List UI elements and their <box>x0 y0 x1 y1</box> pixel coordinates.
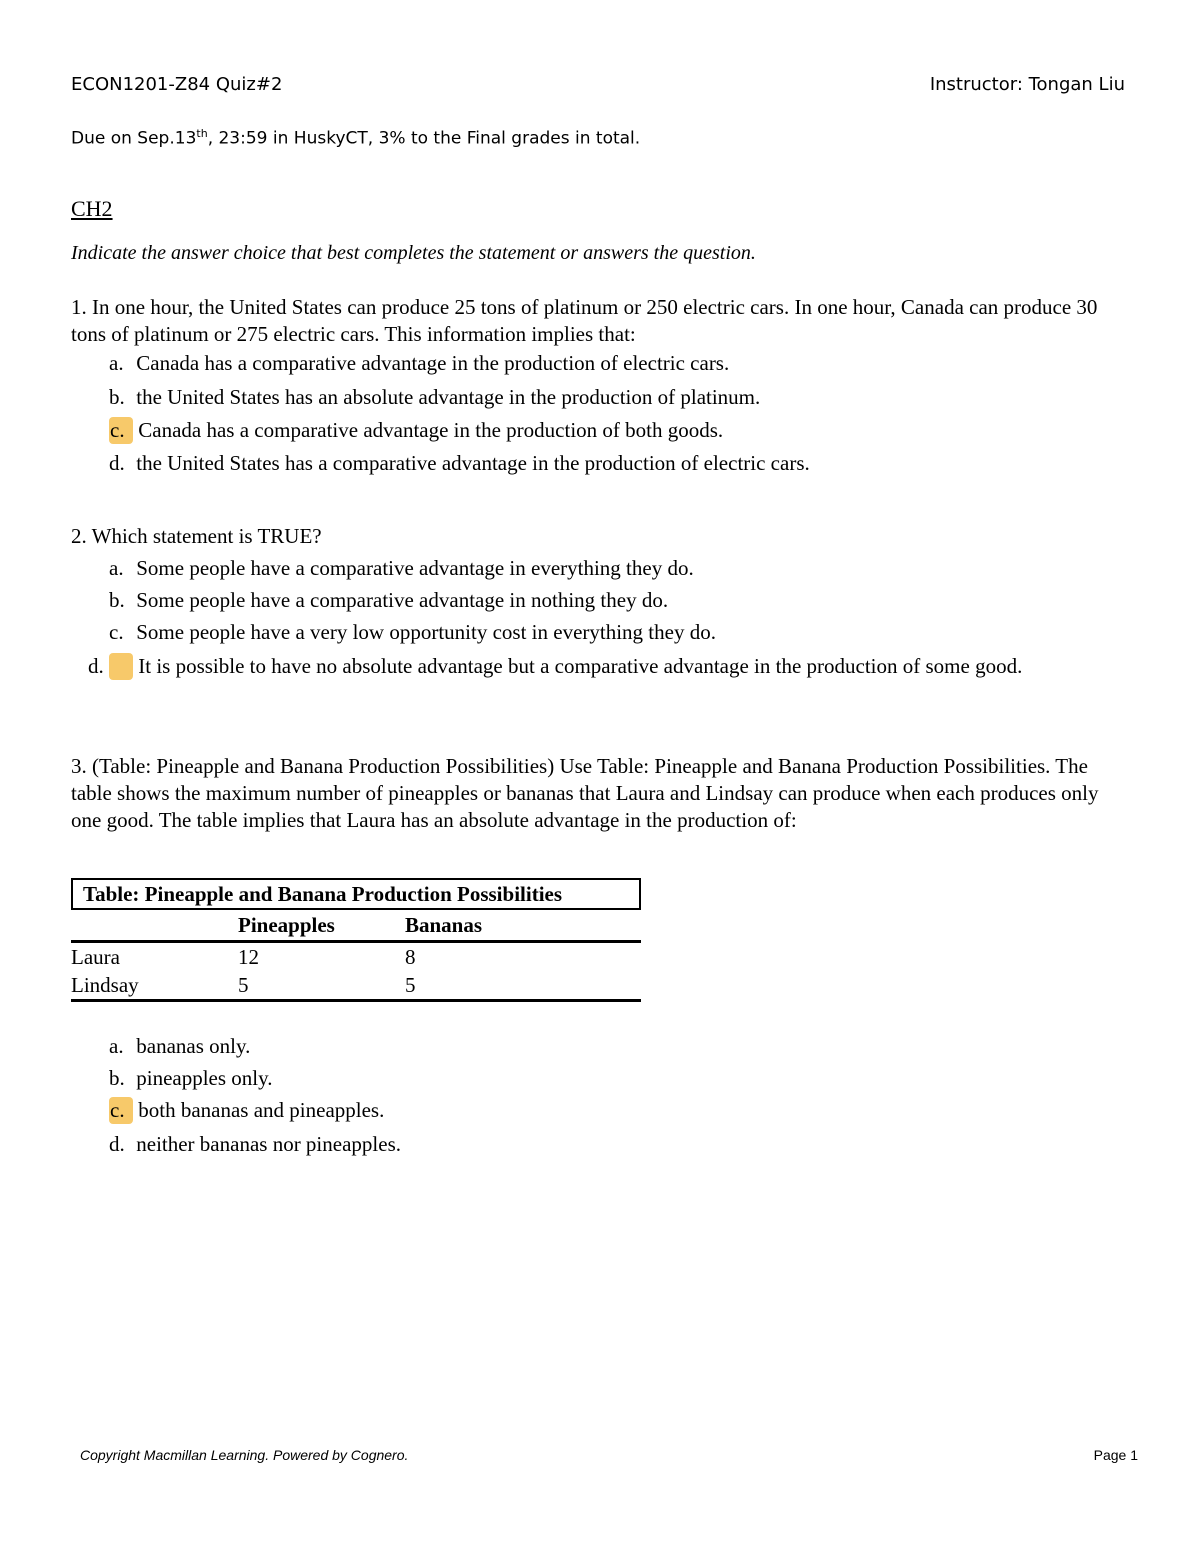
question-1-stem: 1. In one hour, the United States can produce 25 tons of platinum or 250 electric cars. In one hour, Canada can produce 30 tons of platinum or 275 electric cars. This information implies that: <box>71 295 1098 346</box>
table-row <box>71 943 641 971</box>
q1-choice-a[interactable] <box>109 350 1099 377</box>
choice-text: pineapples only. <box>136 1066 273 1090</box>
choice-text: neither bananas nor pineapples. <box>136 1132 401 1156</box>
due-prefix: Due on Sep.13 <box>71 128 197 149</box>
table-cell-name: Lindsay <box>71 973 139 997</box>
choice-letter: a. <box>109 351 124 375</box>
q1-choice-d[interactable] <box>109 450 1099 477</box>
choice-text: It is possible to have no absolute advantage but a comparative advantage in the production of some good. <box>138 654 1023 678</box>
instructor-name: Instructor: Tongan Liu <box>929 74 1125 95</box>
choice-letter: b. <box>109 1066 125 1090</box>
choice-letter: b. <box>109 385 125 409</box>
q3-choice-c-selected[interactable] <box>109 1097 1099 1124</box>
due-superscript: th <box>196 127 208 140</box>
table-header-bananas: Bananas <box>405 913 483 937</box>
selected-answer-highlight: d. <box>109 653 133 680</box>
due-date-line <box>71 127 640 149</box>
choice-text: Some people have a very low opportunity cost in everything they do. <box>136 620 716 644</box>
selected-answer-highlight: c. <box>109 1097 133 1124</box>
selected-answer-highlight: c. <box>109 417 133 444</box>
q3-choice-a[interactable] <box>109 1033 1099 1060</box>
choice-text: both bananas and pineapples. <box>138 1098 385 1122</box>
choice-text: Canada has a comparative advantage in the production of electric cars. <box>136 351 730 375</box>
q2-choice-a[interactable] <box>109 555 1099 582</box>
choice-letter: a. <box>109 556 124 580</box>
q2-choice-d-selected[interactable] <box>88 653 1121 680</box>
choice-text: Some people have a comparative advantage in nothing they do. <box>136 588 669 612</box>
instructions: Indicate the answer choice that best completes the statement or answers the question. <box>71 242 756 264</box>
footer-page-number: Page 1 <box>1093 1447 1138 1463</box>
choice-text: the United States has a comparative advantage in the production of electric cars. <box>136 451 810 475</box>
choice-text: bananas only. <box>136 1034 251 1058</box>
table-cell-pineapples: 5 <box>238 973 249 997</box>
q1-choice-c-selected[interactable] <box>109 417 1099 444</box>
table-cell-name: Laura <box>71 945 120 969</box>
choice-letter: d. <box>109 451 125 475</box>
production-possibilities-table <box>71 878 641 1002</box>
q2-choice-b[interactable] <box>109 587 1099 614</box>
table-cell-bananas: 5 <box>405 973 416 997</box>
table-header-row <box>71 910 641 943</box>
q3-choice-b[interactable] <box>109 1065 1099 1092</box>
choice-text: Canada has a comparative advantage in the production of both goods. <box>138 418 724 442</box>
course-title: ECON1201-Z84 Quiz#2 <box>71 74 283 95</box>
table-row <box>71 971 641 1002</box>
choice-letter: b. <box>109 588 125 612</box>
choice-text: the United States has an absolute advantage in the production of platinum. <box>136 385 761 409</box>
q2-choice-c[interactable] <box>109 619 1099 646</box>
q3-choice-d[interactable] <box>109 1131 1099 1158</box>
table-cell-pineapples: 12 <box>238 945 259 969</box>
table-cell-bananas: 8 <box>405 945 416 969</box>
choice-letter: d. <box>109 1132 125 1156</box>
due-rest: , 23:59 in HuskyCT, 3% to the Final grades in total. <box>207 128 641 149</box>
section-title: CH2 <box>71 196 113 221</box>
q1-choice-b[interactable] <box>109 384 1099 411</box>
choice-text: Some people have a comparative advantage in everything they do. <box>136 556 694 580</box>
table-caption: Table: Pineapple and Banana Production Possibilities <box>71 878 641 910</box>
table-header-pineapples: Pineapples <box>238 913 335 937</box>
footer-copyright: Copyright Macmillan Learning. Powered by Cognero. <box>80 1447 409 1463</box>
question-3-stem: 3. (Table: Pineapple and Banana Production Possibilities) Use Table: Pineapple and Banana Production Possibilities. The table shows the maximum number of pineapples or bananas that Laura and Lindsay can produce when each produces only one good. The table implies that Laura has an absolute advantage in the production of: <box>71 754 1099 832</box>
question-2-stem: 2. Which statement is TRUE? <box>71 524 322 548</box>
choice-letter: a. <box>109 1034 124 1058</box>
choice-letter: c. <box>109 620 124 644</box>
